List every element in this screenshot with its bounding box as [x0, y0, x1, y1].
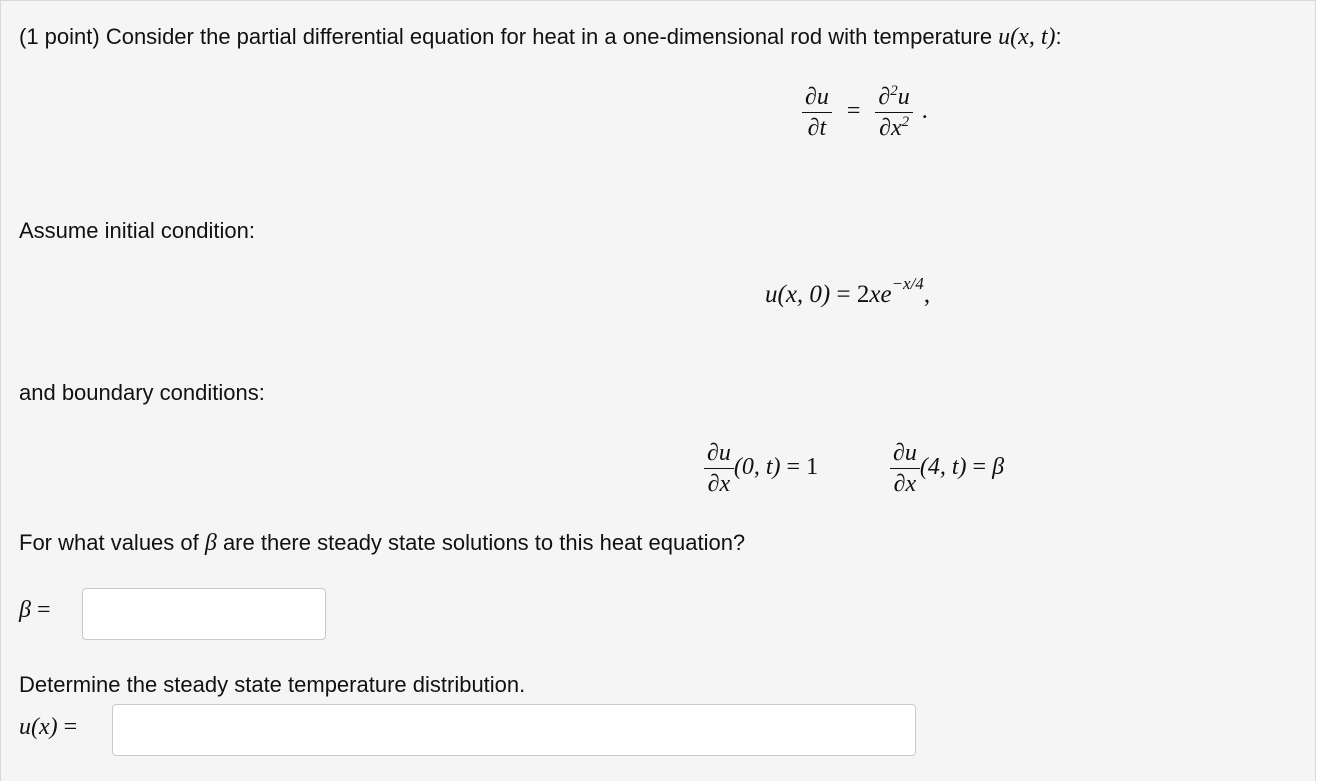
pde-lhs-denominator: ∂t [807, 115, 827, 141]
ux-answer-input[interactable] [112, 704, 916, 756]
question-pre: For what values of [19, 530, 205, 555]
pde-rhs-fraction [875, 84, 912, 141]
initial-coefficient: 2 [856, 281, 870, 308]
ux-answer-label [19, 714, 77, 741]
beta-equals: = [36, 597, 51, 623]
initial-condition-label: Assume initial condition: [19, 218, 256, 243]
pde-rhs-den-exponent: 2 [901, 114, 910, 130]
initial-equals: = [836, 281, 851, 308]
pde-rhs-num-exponent: 2 [890, 83, 898, 99]
steady-state-label: Determine the steady state temperature distribution. [19, 672, 526, 697]
pde-lhs-numerator: ∂u [802, 84, 832, 113]
pde-rhs-numerator [875, 84, 912, 113]
bc2-equals: = [972, 454, 987, 481]
intro-colon: : [1055, 24, 1062, 49]
boundary-conditions-label: and boundary conditions: [19, 380, 265, 405]
beta-symbol: β [19, 597, 31, 623]
bc1-value: 1 [806, 454, 819, 481]
heat-pde [799, 84, 928, 141]
boundary-condition-left [704, 440, 818, 497]
initial-lhs: u(x, 0) [765, 281, 831, 308]
beta-answer-label [19, 597, 51, 624]
pde-rhs-u: u [897, 84, 910, 110]
question-post: are there steady state solutions to this heat equation? [216, 530, 746, 555]
question-beta: β [204, 530, 217, 556]
bc1-equals: = [786, 454, 801, 481]
bc2-argument: (4, t) [919, 454, 967, 481]
bc2-numerator: ∂u [890, 440, 920, 469]
ux-symbol: u(x) [19, 714, 58, 740]
boundary-condition-right [890, 440, 1004, 497]
bc1-numerator: ∂u [704, 440, 734, 469]
ux-equals: = [63, 714, 78, 740]
pde-lhs-fraction [802, 84, 832, 141]
beta-answer-input[interactable] [82, 588, 326, 640]
pde-period: . [921, 98, 928, 125]
intro-variable: u(x, t) [998, 24, 1056, 50]
bc1-fraction [704, 440, 734, 497]
pde-rhs-denominator [875, 113, 912, 141]
steady-state-question [19, 530, 745, 556]
pde-rhs-dx: ∂x [879, 115, 902, 141]
bc2-fraction [890, 440, 920, 497]
initial-condition-equation [765, 273, 931, 309]
intro-text: (1 point) Consider the partial differential equation for heat in a one-dimensional rod with temperature [19, 24, 999, 49]
initial-variable: xe [869, 281, 892, 308]
pde-rhs-partial: ∂ [878, 84, 891, 110]
initial-exponent: −x/4 [891, 273, 924, 293]
bc2-value: β [992, 454, 1005, 481]
bc1-argument: (0, t) [733, 454, 781, 481]
problem-intro [19, 24, 1062, 50]
bc1-denominator: ∂x [707, 471, 731, 497]
pde-equals: = [846, 98, 861, 125]
bc2-denominator: ∂x [893, 471, 917, 497]
initial-comma: , [923, 281, 931, 308]
